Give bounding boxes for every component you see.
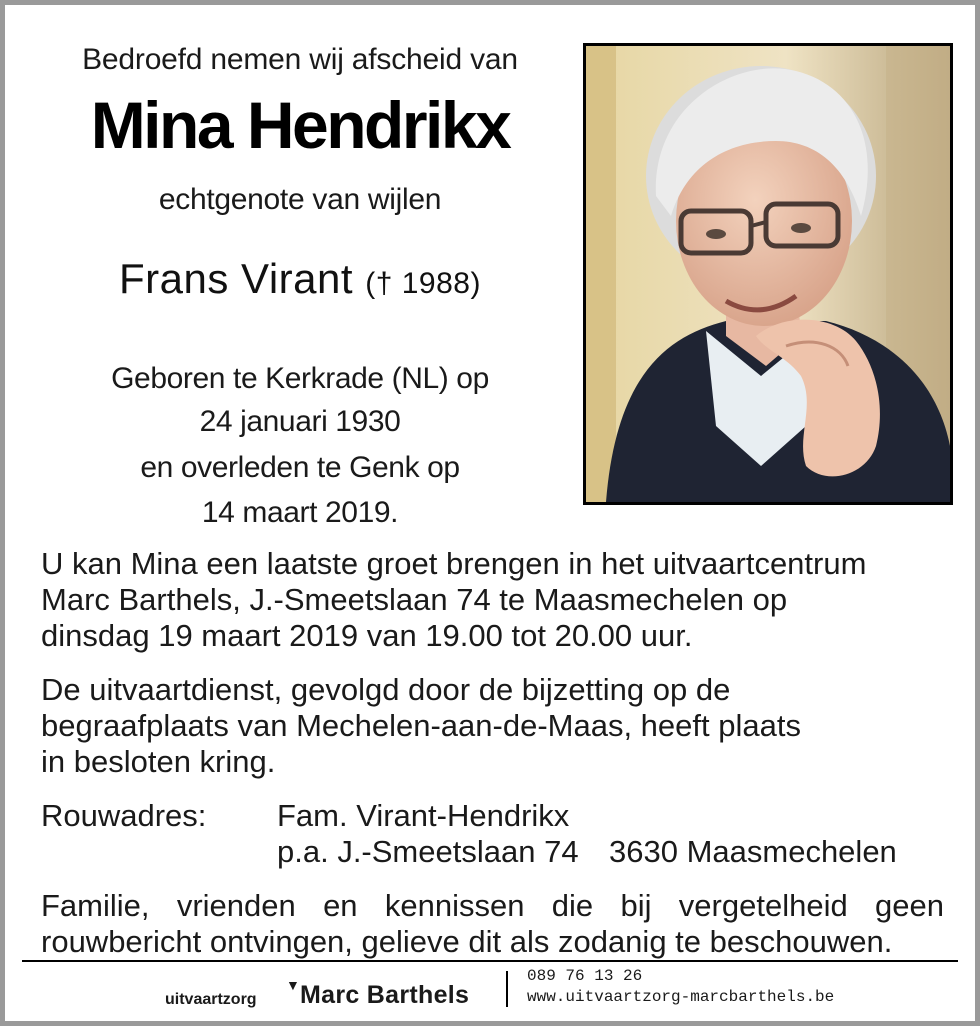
footer-phone: 089 76 13 26	[527, 967, 643, 985]
address-street: p.a. J.-Smeetslaan 74	[277, 834, 579, 869]
triangle-icon: ▼	[286, 977, 300, 993]
service-line-1: De uitvaartdienst, gevolgd door de bijzetting op de	[41, 672, 731, 707]
viewing-line-2: Marc Barthels, J.-Smeetslaan 74 te Maasmechelen op	[41, 582, 788, 617]
service-line-2: begraafplaats van Mechelen-aan-de-Maas, heeft plaats	[41, 708, 801, 743]
viewing-paragraph	[41, 546, 951, 654]
viewing-line-1: U kan Mina een laatste groet brengen in het uitvaartcentrum	[41, 546, 867, 581]
service-line-3: in besloten kring.	[41, 744, 276, 779]
footer-prefix: uitvaartzorg	[165, 991, 257, 1008]
death-date: 14 maart 2019.	[201, 496, 399, 529]
intro-text: Bedroefd nemen wij afscheid van	[82, 43, 518, 76]
portrait-illustration	[586, 46, 950, 502]
birth-date: 24 januari 1930	[199, 405, 401, 438]
spouse-death-year: († 1988)	[365, 267, 481, 300]
spouse-name: Frans Virant	[119, 255, 354, 302]
footer-brand: Marc Barthels	[300, 981, 470, 1009]
death-line: en overleden te Genk op	[140, 451, 460, 484]
birth-line-1: Geboren te Kerkrade (NL) op	[111, 362, 489, 395]
deceased-name: Mina Hendrikx	[90, 88, 510, 162]
closing-line-1: Familie, vrienden en kennissen die bij vergetelheid geen	[41, 888, 944, 923]
spouse-line	[35, 255, 565, 303]
relation-text: echtgenote van wijlen	[158, 183, 442, 216]
viewing-line-3: dinsdag 19 maart 2019 van 19.00 tot 20.00 uur.	[41, 618, 693, 653]
service-paragraph	[41, 672, 951, 780]
closing-line-2: rouwbericht ontvingen, gelieve dit als zodanig te beschouwen.	[41, 924, 893, 959]
address-label: Rouwadres:	[41, 798, 207, 833]
footer-divider	[22, 960, 958, 962]
footer-website[interactable]: www.uitvaartzorg-marcbarthels.be	[527, 988, 835, 1006]
address-city: 3630 Maasmechelen	[609, 834, 897, 869]
address-name: Fam. Virant-Hendrikx	[277, 798, 570, 833]
portrait-photo	[583, 43, 953, 505]
footer-separator	[506, 971, 508, 1007]
